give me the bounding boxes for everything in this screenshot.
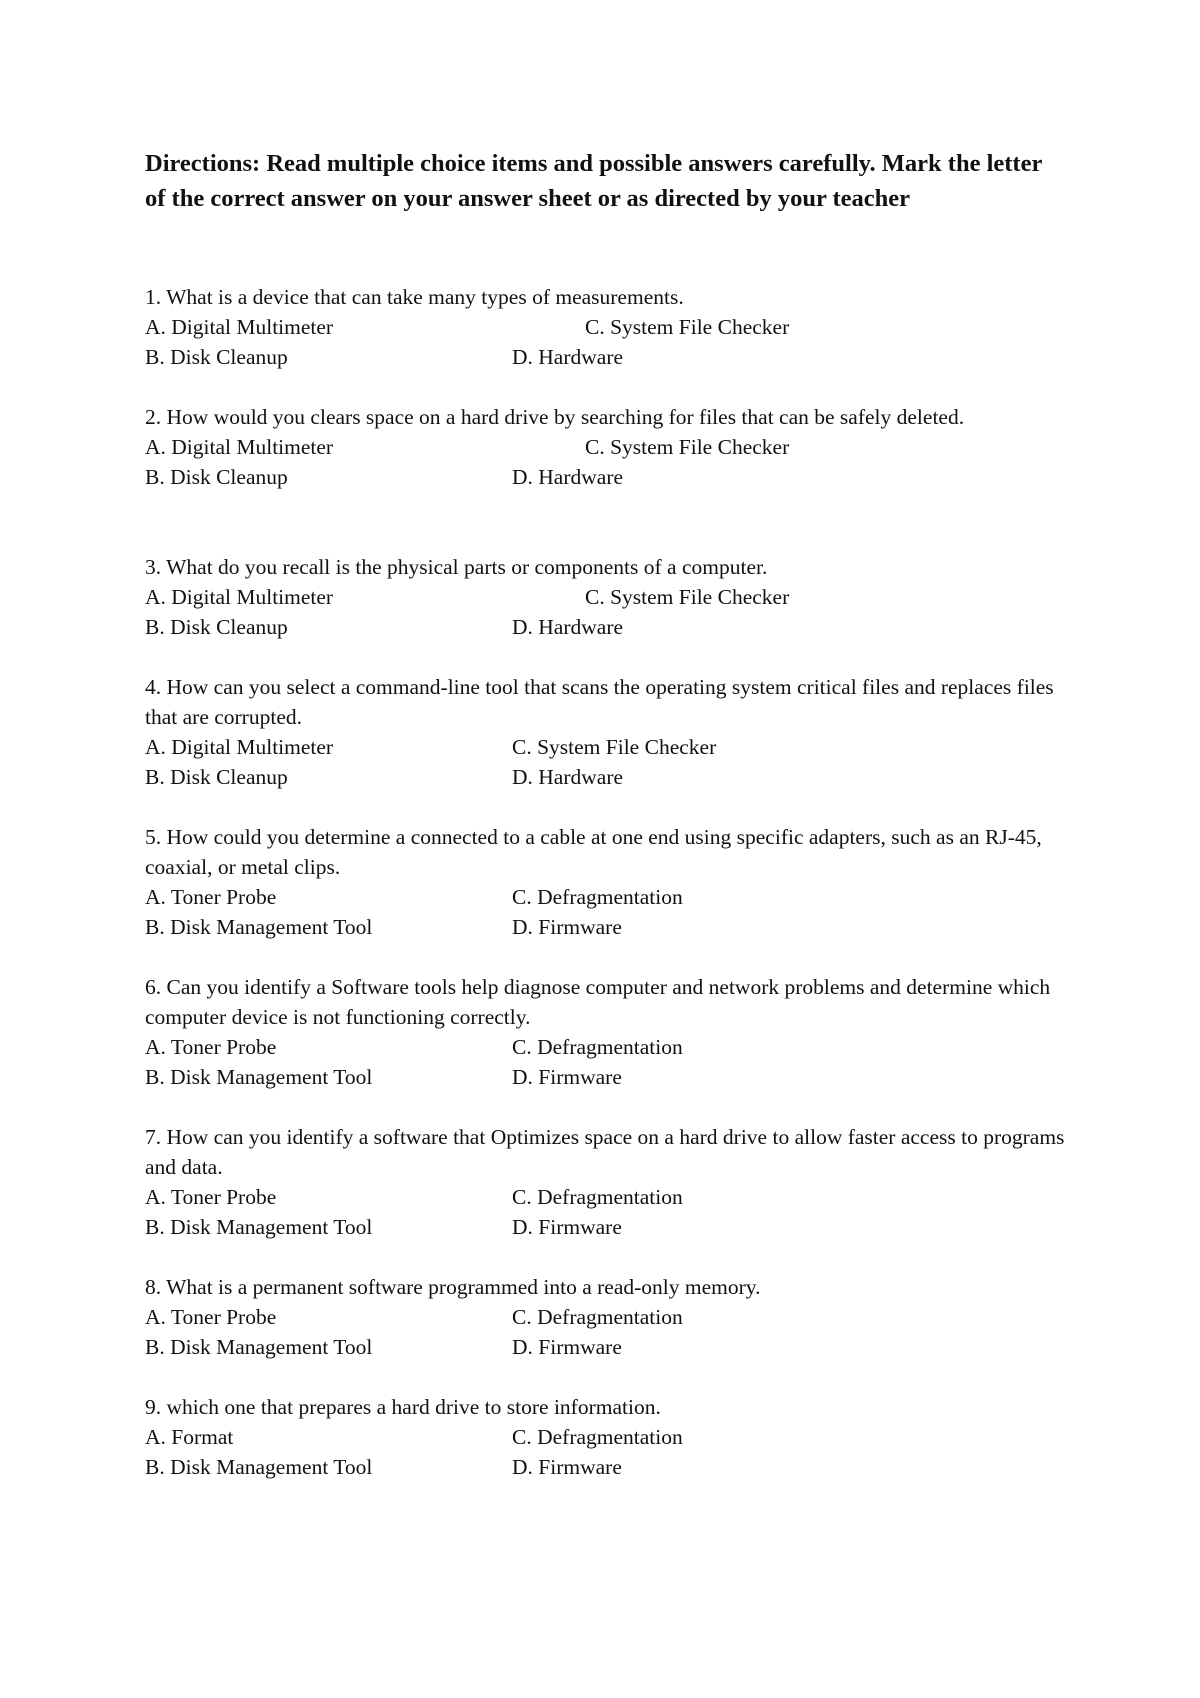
option-d: D. Firmware [512,1455,622,1479]
question-text: 3. What do you recall is the physical parts or components of a computer. [145,555,768,579]
options-row-ac [145,312,1085,342]
options-row-ac [145,1032,1085,1062]
option-b: B. Disk Management Tool [145,915,373,939]
option-a: A. Toner Probe [145,1185,277,1209]
directions-text: Read multiple choice items and possible answers carefully. Mark the letter of the correct answer on your answer sheet or as directed by your teacher [145,150,1042,212]
question-1 [145,282,1085,372]
question-6 [145,972,1085,1092]
question-8 [145,1272,1085,1362]
option-a: A. Digital Multimeter [145,435,334,459]
option-c: C. System File Checker [585,585,790,609]
options-row-ac [145,882,1085,912]
option-c: C. System File Checker [512,735,717,759]
options-row-ac [145,1182,1085,1212]
options-row-bd [145,912,1085,942]
option-b: B. Disk Cleanup [145,765,288,789]
question-3 [145,552,1085,642]
question-text: 8. What is a permanent software programmed into a read-only memory. [145,1275,761,1299]
option-c: C. Defragmentation [512,1425,683,1449]
option-d: D. Hardware [512,765,624,789]
option-a: A. Toner Probe [145,885,277,909]
option-d: D. Firmware [512,1065,622,1089]
option-b: B. Disk Cleanup [145,465,288,489]
question-text: 1. What is a device that can take many types of measurements. [145,285,684,309]
options-row-ac [145,1422,1085,1452]
question-text: 5. How could you determine a connected to a cable at one end using specific adapters, such as an RJ-45, coaxial, or metal clips. [145,825,1042,879]
question-text: 4. How can you select a command-line tool that scans the operating system critical files and replaces files that are corrupted. [145,675,1054,729]
options-row-bd [145,1062,1085,1092]
option-b: B. Disk Management Tool [145,1335,373,1359]
question-7 [145,1122,1085,1242]
option-c: C. System File Checker [585,435,790,459]
option-d: D. Firmware [512,1215,622,1239]
option-b: B. Disk Management Tool [145,1455,373,1479]
question-text: 2. How would you clears space on a hard drive by searching for files that can be safely deleted. [145,405,965,429]
option-a: A. Digital Multimeter [145,585,334,609]
options-row-bd [145,342,1085,372]
option-c: C. Defragmentation [512,885,683,909]
options-row-ac [145,582,1085,612]
option-a: A. Toner Probe [145,1035,277,1059]
options-row-ac [145,1302,1085,1332]
options-row-bd [145,1452,1085,1482]
directions-label: Directions: [145,150,261,177]
option-c: C. System File Checker [585,315,790,339]
directions-paragraph [145,146,1065,216]
option-d: D. Hardware [512,465,624,489]
question-text: 6. Can you identify a Software tools help diagnose computer and network problems and determine which computer device is not functioning correctly. [145,975,1051,1029]
options-row-bd [145,1212,1085,1242]
option-b: B. Disk Cleanup [145,345,288,369]
question-4 [145,672,1085,792]
option-d: D. Hardware [512,615,624,639]
question-text: 9. which one that prepares a hard drive to store information. [145,1395,661,1419]
option-c: C. Defragmentation [512,1035,683,1059]
question-2 [145,402,1085,492]
options-row-ac [145,432,1085,462]
option-c: C. Defragmentation [512,1305,683,1329]
option-b: B. Disk Cleanup [145,615,288,639]
option-c: C. Defragmentation [512,1185,683,1209]
question-5 [145,822,1085,942]
options-row-bd [145,762,1085,792]
option-a: A. Digital Multimeter [145,735,334,759]
option-d: D. Hardware [512,345,624,369]
options-row-bd [145,462,1085,492]
option-b: B. Disk Management Tool [145,1215,373,1239]
options-row-bd [145,1332,1085,1362]
option-d: D. Firmware [512,1335,622,1359]
option-a: A. Format [145,1425,234,1449]
option-d: D. Firmware [512,915,622,939]
question-text: 7. How can you identify a software that Optimizes space on a hard drive to allow faster access to programs and data. [145,1125,1065,1179]
options-row-ac [145,732,1085,762]
options-row-bd [145,612,1085,642]
option-a: A. Toner Probe [145,1305,277,1329]
question-9 [145,1392,1085,1482]
option-b: B. Disk Management Tool [145,1065,373,1089]
option-a: A. Digital Multimeter [145,315,334,339]
